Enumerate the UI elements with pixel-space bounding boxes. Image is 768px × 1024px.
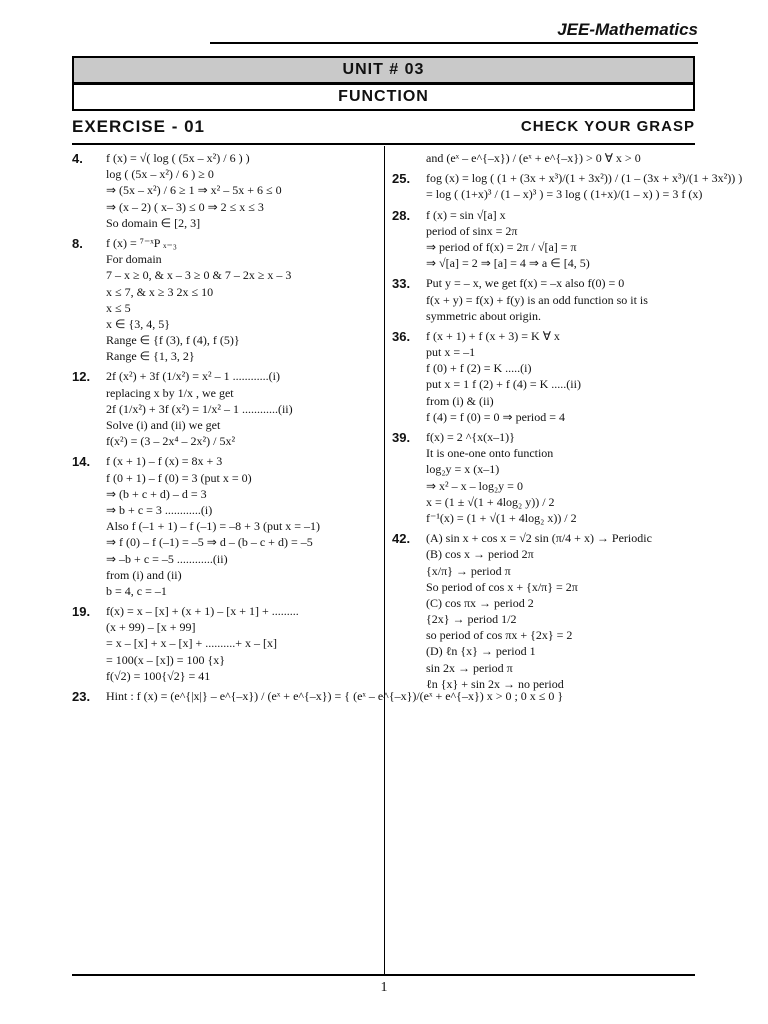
solution-line: f (x + 1) + f (x + 3) = K ∀ x [426, 328, 560, 343]
problem-number: 25. [392, 171, 411, 187]
solution-line: Also f (–1 + 1) – f (–1) = –8 + 3 (put x = –1) [106, 519, 321, 534]
topic-title: FUNCTION [72, 83, 695, 111]
solution-line: (A) sin x + cos x = √2 sin (π/4 + x) → Periodic [426, 531, 652, 546]
solution-line: so period of cos πx + {2x} = 2 [426, 628, 573, 643]
solution-line: log₂y = x (x–1) [426, 462, 500, 477]
problem-number: 36. [392, 328, 411, 344]
solution-line: x = (1 ± √(1 + 4log₂ y)) / 2 [426, 494, 555, 509]
problem-number: 42. [392, 531, 411, 547]
solution-line: ⇒ (5x – x²) / 6 ≥ 1 ⇒ x² – 5x + 6 ≤ 0 [106, 183, 282, 198]
solution-line: = x – [x] + x – [x] + ..........+ x – [x] [106, 636, 278, 651]
page-number: 1 [380, 980, 388, 995]
problem-number: 12. [72, 369, 91, 385]
problem-number: 8. [72, 235, 83, 251]
problem-number: 19. [72, 604, 91, 620]
solution-line: Put y = – x, we get f(x) = –x also f(0) = 0 [426, 276, 625, 291]
problem [72, 603, 378, 684]
solution-line: ⇒ √[a] = 2 ⇒ [a] = 4 ⇒ a ∈ [4, 5) [426, 256, 590, 271]
solution-line: 2f (1/x²) + 3f (x²) = 1/x² – 1 ............(ii) [106, 401, 293, 416]
solution-line: from (i) and (ii) [106, 567, 182, 582]
solution-line: put x = 1 f (2) + f (4) = K .....(ii) [426, 377, 581, 392]
solution-line: {x/π} → period π [426, 563, 511, 578]
solution-line: and (eˣ – e^{–x}) / (eˣ + e^{–x}) > 0 ∀ x > 0 [426, 151, 641, 165]
problem [72, 150, 378, 231]
problem [72, 368, 378, 449]
solution-line: symmetric about origin. [426, 308, 541, 323]
problem [392, 275, 695, 324]
solution-line: x ≤ 5 [106, 300, 131, 315]
solution-line: Range ∈ {1, 3, 2} [106, 349, 195, 364]
solution-line: x ∈ {3, 4, 5} [106, 316, 170, 331]
solution-line: period of sinx = 2π [426, 223, 518, 238]
problem [392, 150, 695, 166]
solution-line: f (4) = f (0) = 0 ⇒ period = 4 [426, 409, 565, 424]
solution-line: f(x) = x – [x] + (x + 1) – [x + 1] + ......... [106, 604, 299, 619]
header-subject: JEE-Mathematics [557, 20, 698, 39]
problem [72, 235, 378, 365]
solution-line: ⇒ b + c = 3 ............(i) [106, 502, 213, 517]
solution-line: For domain [106, 252, 162, 267]
solution-line: f (0) + f (2) = K .....(i) [426, 361, 532, 376]
solution-line: sin 2x → period π [426, 660, 513, 675]
section-rule [72, 143, 695, 145]
solution-line: f (x + 1) – f (x) = 8x + 3 [106, 454, 223, 469]
solution-line: It is one-one onto function [426, 446, 554, 461]
solution-line: f(x + y) = f(x) + f(y) is an odd function so it is [426, 292, 648, 307]
solution-line: ⇒ period of f(x) = 2π / √[a] = π [426, 239, 577, 254]
problem-number: 23. [72, 689, 91, 704]
problem-number: 14. [72, 454, 91, 470]
problem [392, 207, 695, 272]
solution-line: put x = –1 [426, 345, 476, 360]
solution-line: ⇒ (x – 2) ( x– 3) ≤ 0 ⇒ 2 ≤ x ≤ 3 [106, 199, 264, 214]
unit-title: UNIT # 03 [72, 56, 695, 84]
solution-line: Range ∈ {f (3), f (4), f (5)} [106, 333, 240, 348]
solution-line: from (i) & (ii) [426, 393, 494, 408]
problem-number: 4. [72, 151, 83, 166]
solution-line: replacing x by 1/x , we get [106, 385, 234, 400]
solution-line: 7 – x ≥ 0, & x – 3 ≥ 0 & 7 – 2x ≥ x – 3 [106, 268, 292, 283]
problem [72, 688, 564, 704]
solution-line: ⇒ x² – x – log₂y = 0 [426, 478, 523, 493]
solution-line: (x + 99) – [x + 99] [106, 620, 196, 635]
solution-line: = log ( (1+x)³ / (1 – x)³ ) = 3 log ( (1+x)/(1 – x) ) = 3 f (x) [426, 187, 703, 202]
solution-line: (D) ℓn {x} → period 1 [426, 644, 536, 659]
solution-line: 2f (x²) + 3f (1/x²) = x² – 1 ............(i) [106, 369, 280, 384]
problem [392, 429, 695, 526]
exercise-subtitle: CHECK YOUR GRASP [520, 118, 695, 135]
solution-line: x ≤ 7, & x ≥ 3 2x ≤ 10 [106, 284, 214, 299]
solution-line: log ( (5x – x²) / 6 ) ≥ 0 [106, 167, 214, 182]
solution-line: f(x) = 2 ^{x(x–1)} [426, 430, 515, 444]
problem [392, 328, 695, 425]
solution-line: f(√2) = 100{√2} = 41 [106, 668, 211, 683]
problem [392, 530, 695, 692]
solution-line: ⇒ –b + c = –5 ............(ii) [106, 551, 228, 566]
problem [72, 453, 378, 599]
solution-line: {2x} → period 1/2 [426, 612, 517, 627]
right-column [392, 150, 743, 696]
solution-line: So domain ∈ [2, 3] [106, 215, 201, 230]
solution-line: ℓn {x} + sin 2x → no period [426, 676, 564, 691]
solution-line: = 100(x – [x]) = 100 {x} [106, 652, 226, 667]
column-divider [384, 146, 385, 974]
solution-line: f (x) = ⁷⁻ˣP ₓ₋₃ [106, 235, 177, 250]
solution-line: f(x²) = (3 – 2x⁴ – 2x²) / 5x² [106, 434, 236, 449]
problem [392, 170, 743, 202]
solution-line: f⁻¹(x) = (1 + √(1 + 4log₂ x)) / 2 [426, 510, 577, 525]
solution-line: ⇒ (b + c + d) – d = 3 [106, 486, 207, 501]
solution-line: f (0 + 1) – f (0) = 3 (put x = 0) [106, 470, 252, 485]
solution-line: f (x) = sin √[a] x [426, 207, 506, 222]
solution-line: Hint : f (x) = (e^{|x|} – e^{–x}) / (eˣ + e^{–x}) = { (eˣ – e^{–x})/(eˣ + e^{–x}) x > 0 ; 0 x ≤ 0 } [106, 689, 564, 703]
solution-line: ⇒ f (0) – f (–1) = –5 ⇒ d – (b – c + d) = –5 [106, 535, 313, 550]
solution-line: So period of cos x + {x/π} = 2π [426, 579, 578, 594]
solution-line: b = 4, c = –1 [106, 583, 167, 598]
solution-line: (C) cos πx → period 2 [426, 595, 534, 610]
problem-number: 28. [392, 207, 411, 223]
solution-line: Solve (i) and (ii) we get [106, 418, 221, 432]
problem-number: 33. [392, 276, 411, 292]
exercise-title: EXERCISE - 01 [72, 117, 205, 136]
problem-number: 39. [392, 430, 411, 445]
solution-line: (B) cos x → period 2π [426, 547, 534, 562]
solution-line: fog (x) = log ( (1 + (3x + x³)/(1 + 3x²)) / (1 – (3x + x³)/(1 + 3x²)) ) [426, 171, 743, 186]
header-rule [210, 42, 698, 44]
solution-line: f (x) = √( log ( (5x – x²) / 6 ) ) [106, 151, 250, 165]
footer-rule [72, 974, 695, 976]
